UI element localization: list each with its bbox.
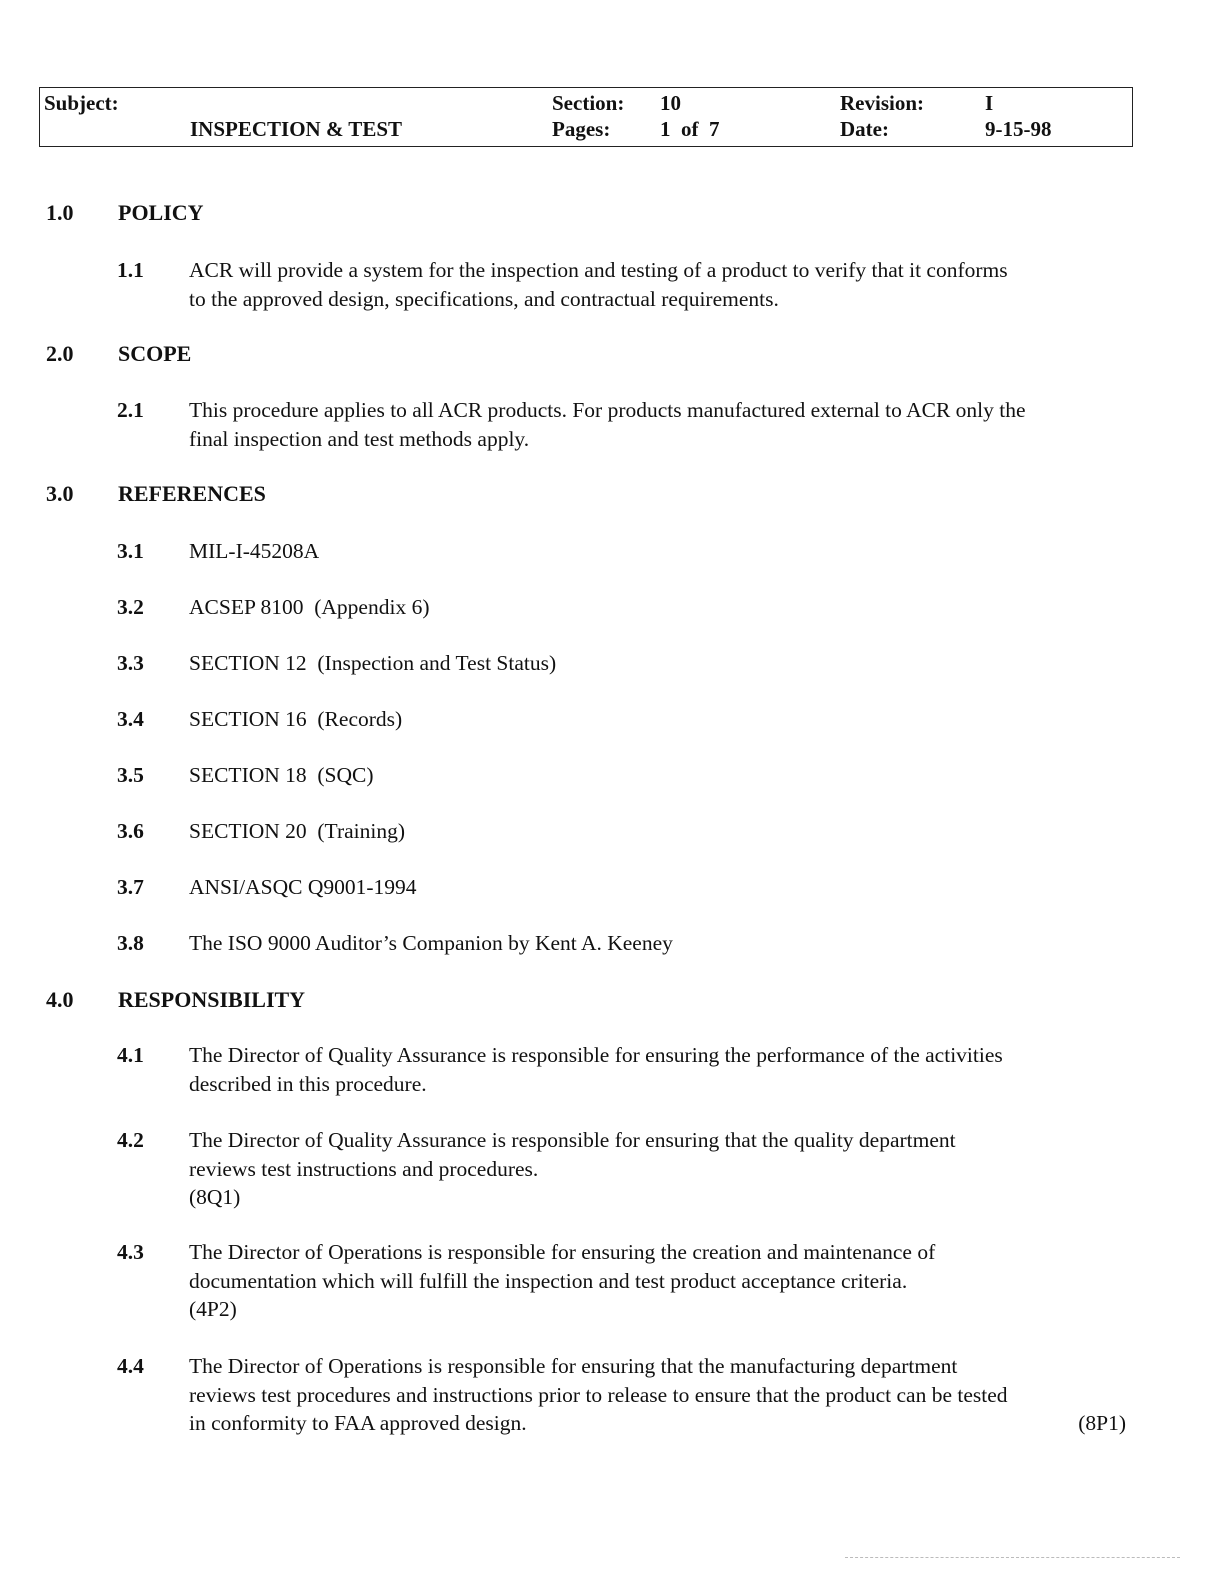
item-line: reviews test instructions and procedures. bbox=[189, 1156, 539, 1181]
item-number: 1.1 bbox=[117, 258, 144, 282]
item-text bbox=[189, 1352, 1129, 1438]
item-line: described in this procedure. bbox=[189, 1071, 427, 1096]
section-number: 4.0 bbox=[46, 987, 74, 1012]
footer-rule bbox=[845, 1557, 1180, 1558]
date-value: 9-15-98 bbox=[985, 117, 1052, 141]
item-number: 4.1 bbox=[117, 1043, 144, 1067]
section-title-responsibility: RESPONSIBILITY bbox=[118, 987, 306, 1012]
item-number: 3.2 bbox=[117, 595, 144, 619]
revision-label: Revision: bbox=[840, 91, 924, 115]
item-line: The Director of Operations is responsible for ensuring that the manufacturing department bbox=[189, 1354, 958, 1378]
item-line: to the approved design, specifications, and contractual requirements. bbox=[189, 286, 779, 311]
item-number: 3.7 bbox=[117, 875, 144, 899]
item-number: 3.3 bbox=[117, 651, 144, 675]
pages-value: 1 of 7 bbox=[660, 117, 720, 141]
subject-value: INSPECTION & TEST bbox=[190, 117, 403, 141]
item-number: 3.6 bbox=[117, 819, 144, 843]
section-number: 2.0 bbox=[46, 341, 74, 366]
section-value: 10 bbox=[660, 91, 681, 115]
item-text bbox=[189, 256, 1129, 313]
item-number: 3.1 bbox=[117, 539, 144, 563]
reference-text: ACSEP 8100 (Appendix 6) bbox=[189, 595, 430, 619]
item-number: 3.4 bbox=[117, 707, 144, 731]
item-code: (4P2) bbox=[189, 1297, 237, 1321]
item-text bbox=[189, 1126, 1129, 1212]
item-line: documentation which will fulfill the inspection and test product acceptance criteria. bbox=[189, 1268, 908, 1293]
item-line: in conformity to FAA approved design. bbox=[189, 1411, 527, 1435]
revision-value: I bbox=[985, 91, 994, 115]
item-line: reviews test procedures and instructions prior to release to ensure that the product can be tested bbox=[189, 1382, 1008, 1407]
item-line: ACR will provide a system for the inspection and testing of a product to verify that it conforms bbox=[189, 258, 1008, 282]
item-number: 4.4 bbox=[117, 1354, 144, 1378]
item-code: (8Q1) bbox=[189, 1185, 241, 1209]
section-number: 1.0 bbox=[46, 200, 74, 225]
item-line: The Director of Quality Assurance is responsible for ensuring that the quality department bbox=[189, 1128, 956, 1152]
section-title-scope: SCOPE bbox=[118, 341, 192, 366]
section-title-references: REFERENCES bbox=[118, 481, 266, 506]
reference-text: SECTION 12 (Inspection and Test Status) bbox=[189, 651, 557, 675]
item-number: 4.2 bbox=[117, 1128, 144, 1152]
item-text bbox=[189, 396, 1129, 453]
item-text bbox=[189, 1238, 1129, 1324]
item-number: 2.1 bbox=[117, 398, 144, 422]
item-line: The Director of Operations is responsible for ensuring the creation and maintenance of bbox=[189, 1240, 936, 1264]
item-line: This procedure applies to all ACR products. For products manufactured external to ACR only the bbox=[189, 398, 1026, 422]
subject-label: Subject: bbox=[44, 91, 119, 115]
item-number: 4.3 bbox=[117, 1240, 144, 1264]
section-title-policy: POLICY bbox=[118, 200, 204, 225]
reference-text: SECTION 18 (SQC) bbox=[189, 763, 374, 787]
reference-text: ANSI/ASQC Q9001-1994 bbox=[189, 875, 417, 899]
pages-label: Pages: bbox=[552, 117, 611, 141]
item-code: (8P1) bbox=[1078, 1411, 1126, 1435]
date-label: Date: bbox=[840, 117, 889, 141]
reference-text: SECTION 20 (Training) bbox=[189, 819, 405, 843]
section-label: Section: bbox=[552, 91, 625, 115]
reference-text: MIL-I-45208A bbox=[189, 539, 320, 563]
reference-text: SECTION 16 (Records) bbox=[189, 707, 403, 731]
item-number: 3.5 bbox=[117, 763, 144, 787]
item-line: final inspection and test methods apply. bbox=[189, 426, 530, 451]
section-number: 3.0 bbox=[46, 481, 74, 506]
document-header bbox=[39, 87, 1133, 147]
item-number: 3.8 bbox=[117, 931, 144, 955]
item-text bbox=[189, 1041, 1129, 1098]
reference-text: The ISO 9000 Auditor’s Companion by Kent A. Keeney bbox=[189, 931, 673, 955]
item-line: The Director of Quality Assurance is responsible for ensuring the performance of the activities bbox=[189, 1043, 1003, 1067]
